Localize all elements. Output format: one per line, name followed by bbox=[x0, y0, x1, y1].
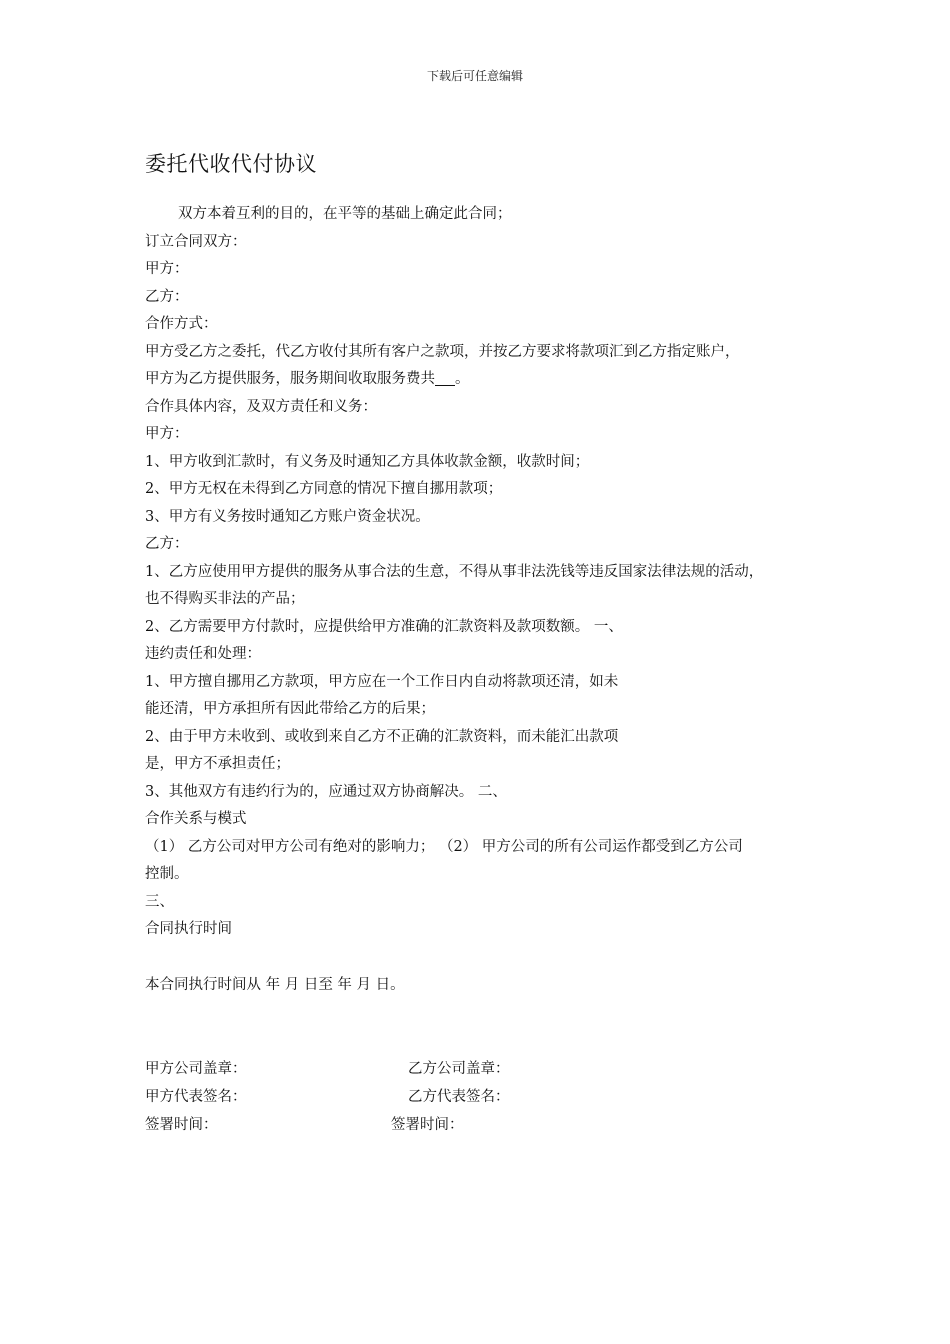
fee-line bbox=[145, 366, 825, 394]
party-a-rep-label: 甲方代表签名： bbox=[145, 1089, 247, 1105]
page-header: 下载后可任意编辑 bbox=[426, 69, 523, 83]
document-body bbox=[145, 201, 825, 944]
body-line: 甲方： bbox=[145, 426, 189, 442]
intro-paragraph: 双方本着互利的目的，在平等的基础上确定此合同； bbox=[178, 206, 512, 222]
body-line: 三、 bbox=[145, 893, 174, 910]
party-b-date-label: 签署时间： bbox=[391, 1117, 464, 1133]
body-line: 甲方受乙方之委托，代乙方收付其所有客户之款项，并按乙方要求将款项汇到乙方指定账户， bbox=[145, 343, 740, 360]
body-line: 合作方式： bbox=[145, 316, 218, 332]
party-b-seal-label: 乙方公司盖章： bbox=[408, 1061, 510, 1077]
execution-time-line: 本合同执行时间从 年 月 日至 年 月 日。 bbox=[145, 977, 405, 993]
party-a-seal-label: 甲方公司盖章： bbox=[145, 1061, 247, 1077]
document-title: 委托代收代付协议 bbox=[145, 152, 317, 176]
body-line: 1、甲方擅自挪用乙方款项，甲方应在一个工作日内自动将款项还清，如未 bbox=[145, 673, 619, 690]
body-line: 乙方： bbox=[145, 288, 189, 305]
body-line: 1、甲方收到汇款时，有义务及时通知乙方具体收款金额，收款时间； bbox=[145, 453, 590, 470]
body-line: 违约责任和处理： bbox=[145, 646, 261, 662]
body-line: 3、其他双方有违约行为的，应通过双方协商解决。 二、 bbox=[145, 783, 507, 800]
body-line: 能还清，甲方承担所有因此带给乙方的后果； bbox=[145, 701, 435, 717]
body-line: 也不得购买非法的产品； bbox=[145, 591, 305, 607]
body-line: 订立合同双方： bbox=[145, 233, 247, 250]
body-line: 是，甲方不承担责任； bbox=[145, 756, 290, 772]
body-line: 2、乙方需要甲方付款时，应提供给甲方准确的汇款资料及款项数额。 一、 bbox=[145, 618, 623, 635]
body-line: 乙方： bbox=[145, 536, 189, 552]
party-a-date-label: 签署时间： bbox=[145, 1117, 218, 1133]
body-line: 1、乙方应使用甲方提供的服务从事合法的生意，不得从事非法洗钱等违反国家法律法规的活动， bbox=[145, 563, 764, 580]
fee-line-end: 。 bbox=[455, 371, 470, 387]
body-line: 控制。 bbox=[145, 866, 189, 882]
body-line: 合同执行时间 bbox=[145, 921, 232, 937]
body-line: 3、甲方有义务按时通知乙方账户资金状况。 bbox=[145, 508, 430, 525]
fee-blank bbox=[435, 369, 455, 386]
party-b-rep-label: 乙方代表签名： bbox=[408, 1089, 510, 1105]
fee-line-text: 甲方为乙方提供服务，服务期间收取服务费共 bbox=[145, 371, 435, 387]
body-line: 合作具体内容，及双方责任和义务： bbox=[145, 398, 377, 415]
body-line: 合作关系与模式 bbox=[145, 811, 247, 827]
body-line: 2、甲方无权在未得到乙方同意的情况下擅自挪用款项； bbox=[145, 481, 503, 497]
body-line: 甲方： bbox=[145, 261, 189, 277]
body-line: （1） 乙方公司对甲方公司有绝对的影响力； （2） 甲方公司的所有公司运作都受到乙方公司 bbox=[145, 838, 743, 855]
body-line: 2、由于甲方未收到、或收到来自乙方不正确的汇款资料，而未能汇出款项 bbox=[145, 728, 619, 745]
